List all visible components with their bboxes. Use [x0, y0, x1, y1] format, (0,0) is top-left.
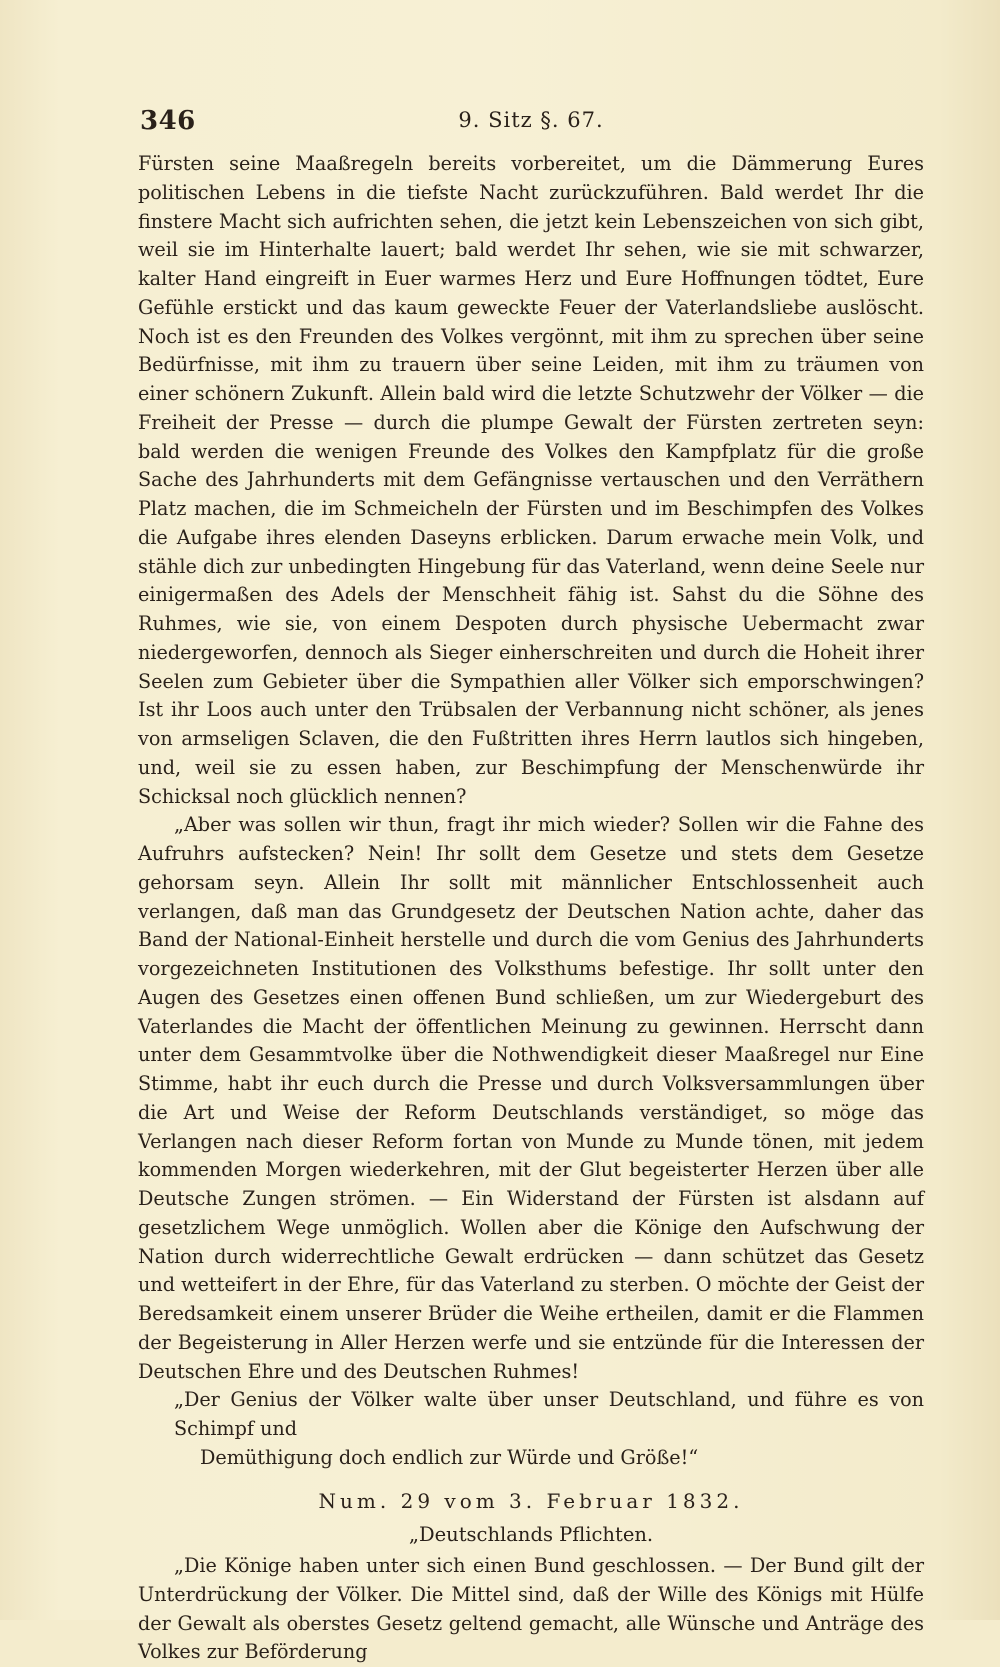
section-heading: Num. 29 vom 3. Februar 1832. [318, 1488, 744, 1513]
closing-quote-line-2: Demüthigung doch endlich zur Würde und Größe!“ [200, 1445, 699, 1469]
paragraph-1: Fürsten seine Maaßregeln bereits vorbereitet, um die Dämmerung Eures politischen Lebens in die tiefste Nacht zurückzuführen. Bald werdet Ihr die finstere Macht sich aufrichten sehen, die jetzt kein Lebenszeichen von sich gibt, weil sie im Hinterhalte lauert; bald werdet Ihr sehen, wie sie mit schwarzer, kalter Hand eingreift in Euer warmes Herz und Eure Hoffnungen tödtet, Eure Gefühle erstickt und das kaum geweckte Feuer der Vaterlandsliebe auslöscht. Noch ist es den Freunden des Volkes vergönnt, mit ihm zu sprechen über seine Bedürfnisse, mit ihm zu trauern über seine Leiden, mit ihm zu träumen von einer schönern Zukunft. Allein bald wird die letzte Schutzwehr der Völker — die Freiheit der Presse — durch die plumpe Gewalt der Fürsten zertreten seyn: bald werden die wenigen Freunde des Volkes den Kampfplatz für die große Sache des Jahrhunderts mit dem Gefängnisse vertauschen und den Verräthern Platz machen, die im Schmeicheln der Fürsten und im Beschimpfen des Volkes die Aufgabe ihres elenden Daseyns erblicken. Darum erwache mein Volk, und stähle dich zur unbedingten Hingebung für das Vaterland, wenn deine Seele nur einigermaßen des Adels der Menschheit fähig ist. Sahst du die Söhne des Ruhmes, wie sie, von einem Despoten durch physische Uebermacht zwar niedergeworfen, dennoch als Sieger einherschreiten und durch die Hoheit ihrer Seelen zum Gebieter über die Sympathien aller Völker sich emporschwingen? Ist ihr Loos auch unter den Trübsalen der Verbannung nicht schöner, als jenes von armseligen Sclaven, die den Fußtritten ihres Herrn lautlos sich hingeben, und, weil sie zu essen haben, zur Beschimpfung der Menschenwürde ihr Schicksal noch glücklich nennen? [138, 152, 924, 808]
paragraph-3: „Die Könige haben unter sich einen Bund geschlossen. — Der Bund gilt der Unterdrückung der Völker. Die Mittel sind, daß der Wille des Königs mit Hülfe der Gewalt als oberstes Gesetz geltend gemacht, alle Wünsche und Anträge des Volkes zur Beförderung [138, 1554, 924, 1664]
page-number: 346 [140, 106, 196, 136]
page-header [138, 106, 924, 140]
running-head: 9. Sitz §. 67. [458, 108, 604, 132]
paragraph-2: „Aber was sollen wir thun, fragt ihr mich wieder? Sollen wir die Fahne des Aufruhrs aufstecken? Nein! Ihr sollt dem Gesetze und stets dem Gesetze gehorsam seyn. Allein Ihr sollt mit männlicher Entschlossenheit auch verlangen, daß man das Grundgesetz der Deutschen Nation achte, daher das Band der National-Einheit herstelle und durch die vom Genius des Jahrhunderts vorgezeichneten Institutionen des Volksthums befestige. Ihr sollt unter den Augen des Gesetzes einen offenen Bund schließen, um zur Wiedergeburt des Vaterlandes die Macht der öffentlichen Meinung zu gewinnen. Herrscht dann unter dem Gesammtvolke über die Nothwendigkeit dieser Maaßregel nur Eine Stimme, habt ihr euch durch die Presse und durch Volksversammlungen über die Art und Weise der Reform Deutschlands verständiget, so möge das Verlangen nach dieser Reform fortan von Munde zu Munde tönen, mit jedem kommenden Morgen wiederkehren, mit der Glut begeisterter Herzen über alle Deutsche Zungen strömen. — Ein Widerstand der Fürsten ist alsdann auf gesetzlichem Wege unmöglich. Wollen aber die Könige den Aufschwung der Nation durch widerrechtliche Gewalt erdrücken — dann schützet das Gesetz und wetteifert in der Ehre, für das Vaterland zu sterben. O möchte der Geist der Beredsamkeit einem unserer Brüder die Weihe ertheilen, damit er die Flammen der Begeisterung in Aller Herzen werfe und sie entzünde für die Interessen der Deutschen Ehre und des Deutschen Ruhmes! [138, 813, 924, 1383]
closing-quote-line-1: „Der Genius der Völker walte über unser Deutschland, und führe es von Schimpf und [174, 1388, 924, 1440]
section-subheading: „Deutschlands Pflichten. [408, 1523, 654, 1547]
body-text [138, 150, 924, 1667]
